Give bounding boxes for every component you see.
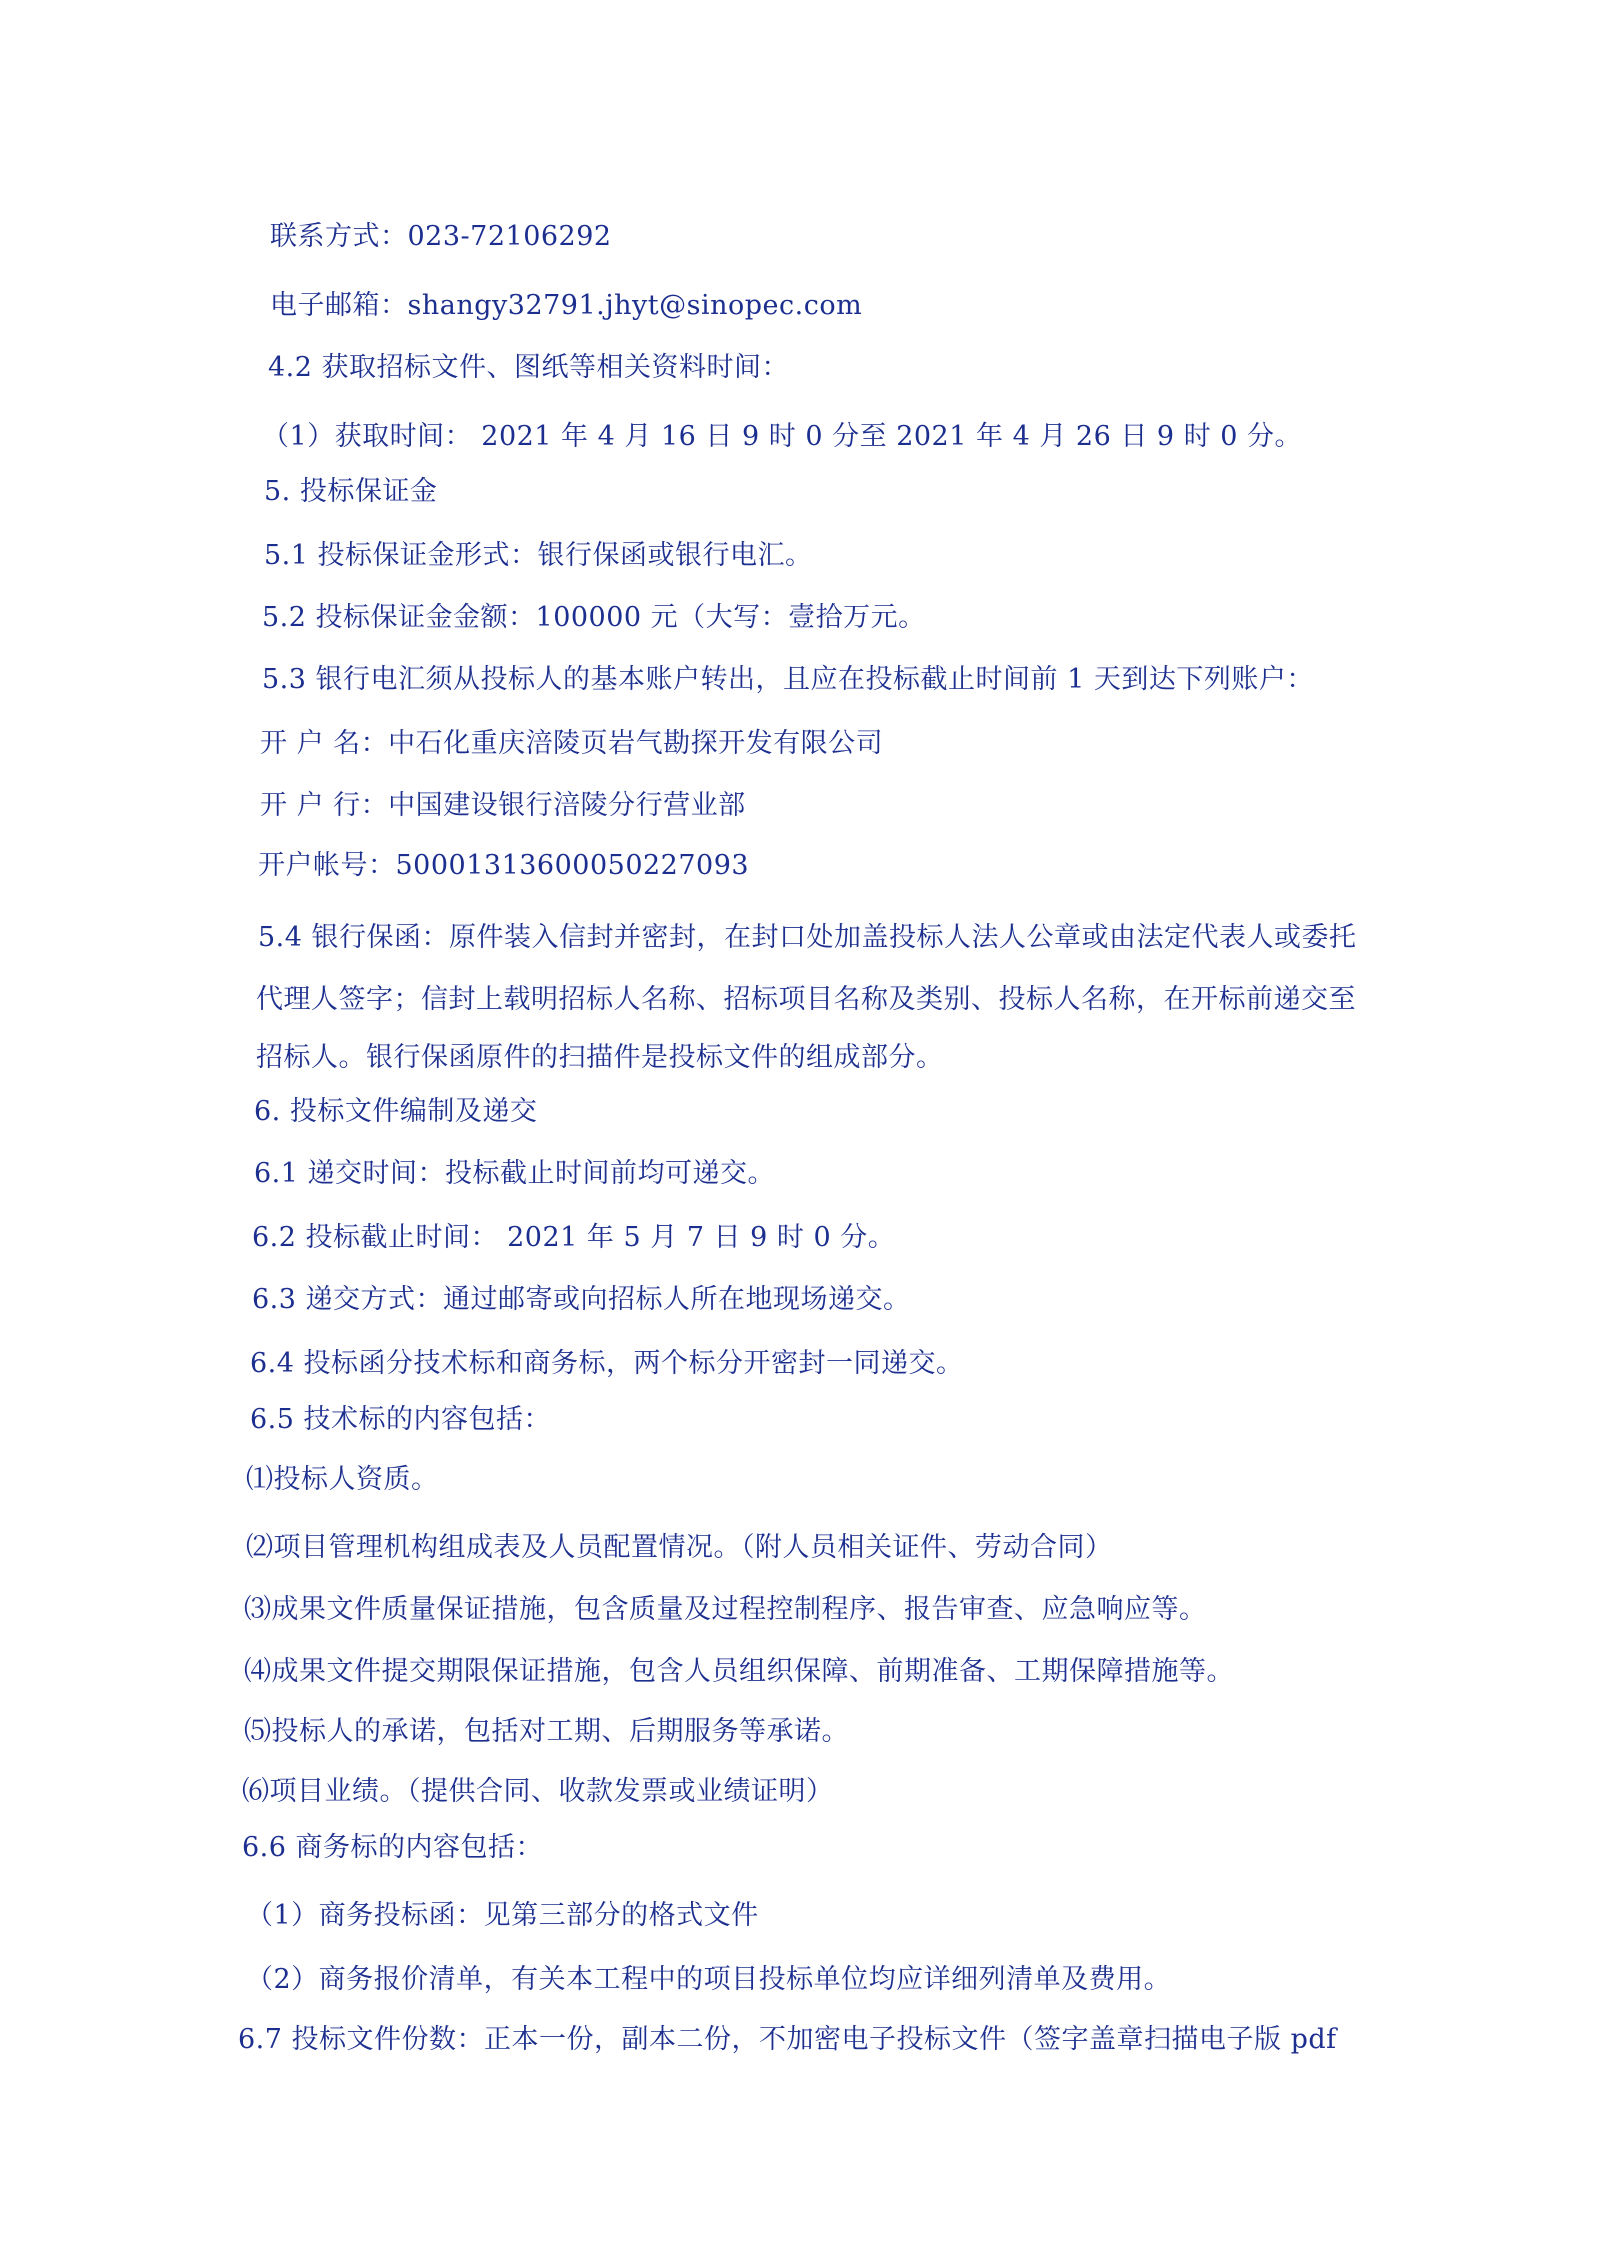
section-5-4-line-3: 招标人。银行保函原件的扫描件是投标文件的组成部分。 <box>256 1042 944 1073</box>
section-6-6-item-2: （2）商务报价清单，有关本工程中的项目投标单位均应详细列清单及费用。 <box>246 1964 1172 1995</box>
section-6-2: 6.2 投标截止时间： 2021 年 5 月 7 日 9 时 0 分。 <box>252 1222 896 1253</box>
section-6-6-item-1: （1）商务投标函：见第三部分的格式文件 <box>246 1900 759 1931</box>
contact-email-line: 电子邮箱：shangy32791.jhyt@sinopec.com <box>270 290 863 321</box>
account-name-line: 开 户 名：中石化重庆涪陵页岩气勘探开发有限公司 <box>260 728 884 759</box>
section-6-6-heading: 6.6 商务标的内容包括： <box>242 1832 544 1863</box>
section-5-1: 5.1 投标保证金形式：银行保函或银行电汇。 <box>264 540 813 571</box>
contact-phone-line: 联系方式：023-72106292 <box>270 221 612 252</box>
section-6-7: 6.7 投标文件份数：正本一份，副本二份，不加密电子投标文件（签字盖章扫描电子版 pdf <box>238 2024 1337 2055</box>
section-6-5-item-5: ⑸投标人的承诺，包括对工期、后期服务等承诺。 <box>244 1716 849 1747</box>
account-bank-line: 开 户 行：中国建设银行涪陵分行营业部 <box>260 790 746 821</box>
section-4-2-heading: 4.2 获取招标文件、图纸等相关资料时间： <box>268 352 790 383</box>
section-5-heading: 5. 投标保证金 <box>264 476 438 507</box>
account-number-line: 开户帐号：50001313600050227093 <box>258 850 750 881</box>
section-4-2-item-1: （1）获取时间： 2021 年 4 月 16 日 9 时 0 分至 2021 年 4 月 26 日 9 时 0 分。 <box>262 421 1303 452</box>
section-6-5-item-2: ⑵项目管理机构组成表及人员配置情况。（附人员相关证件、劳动合同） <box>246 1532 1113 1563</box>
section-5-4-line-2: 代理人签字；信封上载明招标人名称、招标项目名称及类别、投标人名称，在开标前递交至 <box>256 984 1356 1015</box>
section-6-1: 6.1 递交时间：投标截止时间前均可递交。 <box>254 1158 776 1189</box>
section-6-3: 6.3 递交方式：通过邮寄或向招标人所在地现场递交。 <box>252 1284 911 1315</box>
section-6-heading: 6. 投标文件编制及递交 <box>254 1096 538 1127</box>
section-5-2: 5.2 投标保证金金额：100000 元（大写：壹拾万元。 <box>262 602 926 633</box>
section-5-3: 5.3 银行电汇须从投标人的基本账户转出，且应在投标截止时间前 1 天到达下列账户： <box>262 664 1314 695</box>
section-6-5-item-6: ⑹项目业绩。（提供合同、收款发票或业绩证明） <box>242 1776 834 1807</box>
section-6-5-item-4: ⑷成果文件提交期限保证措施，包含人员组织保障、前期准备、工期保障措施等。 <box>244 1656 1234 1687</box>
section-5-4-line-1: 5.4 银行保函：原件装入信封并密封，在封口处加盖投标人法人公章或由法定代表人或委托 <box>258 922 1357 953</box>
section-6-5-heading: 6.5 技术标的内容包括： <box>250 1404 552 1435</box>
section-6-4: 6.4 投标函分技术标和商务标，两个标分开密封一同递交。 <box>250 1348 964 1379</box>
section-6-5-item-1: ⑴投标人资质。 <box>246 1464 439 1495</box>
section-6-5-item-3: ⑶成果文件质量保证措施，包含质量及过程控制程序、报告审查、应急响应等。 <box>244 1594 1207 1625</box>
